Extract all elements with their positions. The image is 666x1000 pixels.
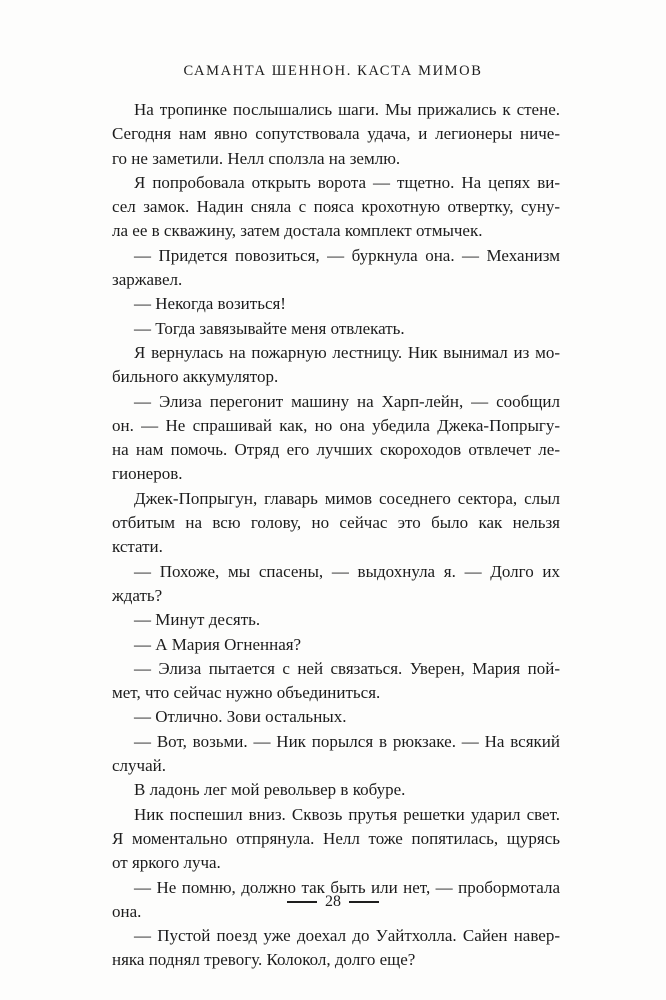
text-line: — А Мария Огненная?: [134, 634, 302, 654]
page-footer: [0, 893, 666, 911]
text-line: Джек-Попрыгун, главарь мимов соседнего сектора, слыл: [134, 488, 560, 508]
text-line: от яркого луча.: [112, 853, 221, 873]
text-line: гионеров.: [112, 464, 183, 484]
text-line: В ладонь лег мой револьвер в кобуре.: [134, 780, 406, 800]
text-line: На тропинке послышались шаги. Мы прижались к стене.: [134, 100, 560, 119]
text-line: — Вот, возьми. — Ник порылся в рюкзаке. — На всякий: [134, 731, 560, 751]
text-line: Я моментально отпрянула. Нелл тоже попятилась, щурясь: [112, 828, 560, 848]
text-line: Сегодня нам явно сопутствовала удача, и легионеры ниче-: [112, 124, 560, 144]
text-line: на нам помочь. Отряд его лучших скороходов отвлечет ле-: [112, 440, 560, 460]
text-line: — Минут десять.: [134, 610, 261, 630]
text-line: — Похоже, мы спасены, — выдохнула я. — Долго их: [134, 561, 560, 581]
text-line: Я вернулась на пожарную лестницу. Ник вынимал из мо-: [134, 342, 560, 362]
text-line: Я попробовала открыть ворота — тщетно. На цепях ви-: [134, 172, 560, 192]
body-text: [112, 98, 560, 973]
folio-dash-left: [287, 901, 317, 903]
text-line: бильного аккумулятор.: [112, 367, 279, 387]
text-line: мет, что сейчас нужно объединиться.: [112, 683, 381, 703]
text-line: го не заметили. Нелл сползла на землю.: [112, 148, 401, 168]
text-line: заржавел.: [112, 270, 183, 290]
text-line: няка поднял тревогу. Колокол, долго еще?: [112, 950, 416, 970]
text-line: — Не помню, должно так быть или нет, — пробормотала: [134, 877, 560, 897]
text-line: Ник поспешил вниз. Сквозь прутья решетки ударил свет.: [134, 804, 560, 824]
text-line: — Отлично. Зови остальных.: [134, 707, 347, 727]
text-line: — Пустой поезд уже доехал до Уайтхолла. Сайен навер-: [134, 926, 560, 946]
page-number: 28: [325, 893, 341, 910]
text-line: — Элиза перегонит машину на Харп-лейн, — сообщил: [134, 391, 560, 411]
text-line: сел замок. Надин сняла с пояса крохотную отвертку, суну-: [112, 197, 560, 217]
folio-dash-right: [349, 901, 379, 903]
text-line: он. — Не спрашивай как, но она убедила Джека-Попрыгу-: [112, 415, 560, 435]
text-line: — Придется повозиться, — буркнула она. — Механизм: [134, 245, 560, 265]
text-line: — Тогда завязывайте меня отвлекать.: [134, 318, 405, 338]
text-line: случай.: [112, 756, 166, 776]
text-line: — Элиза пытается с ней связаться. Уверен, Мария пой-: [134, 658, 560, 678]
text-line: ждать?: [112, 585, 163, 605]
text-line: кстати.: [112, 537, 163, 557]
running-head: САМАНТА ШЕННОН. КАСТА МИМОВ: [183, 63, 483, 79]
text-line: она.: [112, 901, 142, 921]
text-line: отбитым на всю голову, но сейчас это было как нельзя: [112, 513, 560, 533]
text-line: — Некогда возиться!: [134, 294, 286, 314]
text-line: ла ее в скважину, затем достала комплект отмычек.: [112, 221, 483, 241]
